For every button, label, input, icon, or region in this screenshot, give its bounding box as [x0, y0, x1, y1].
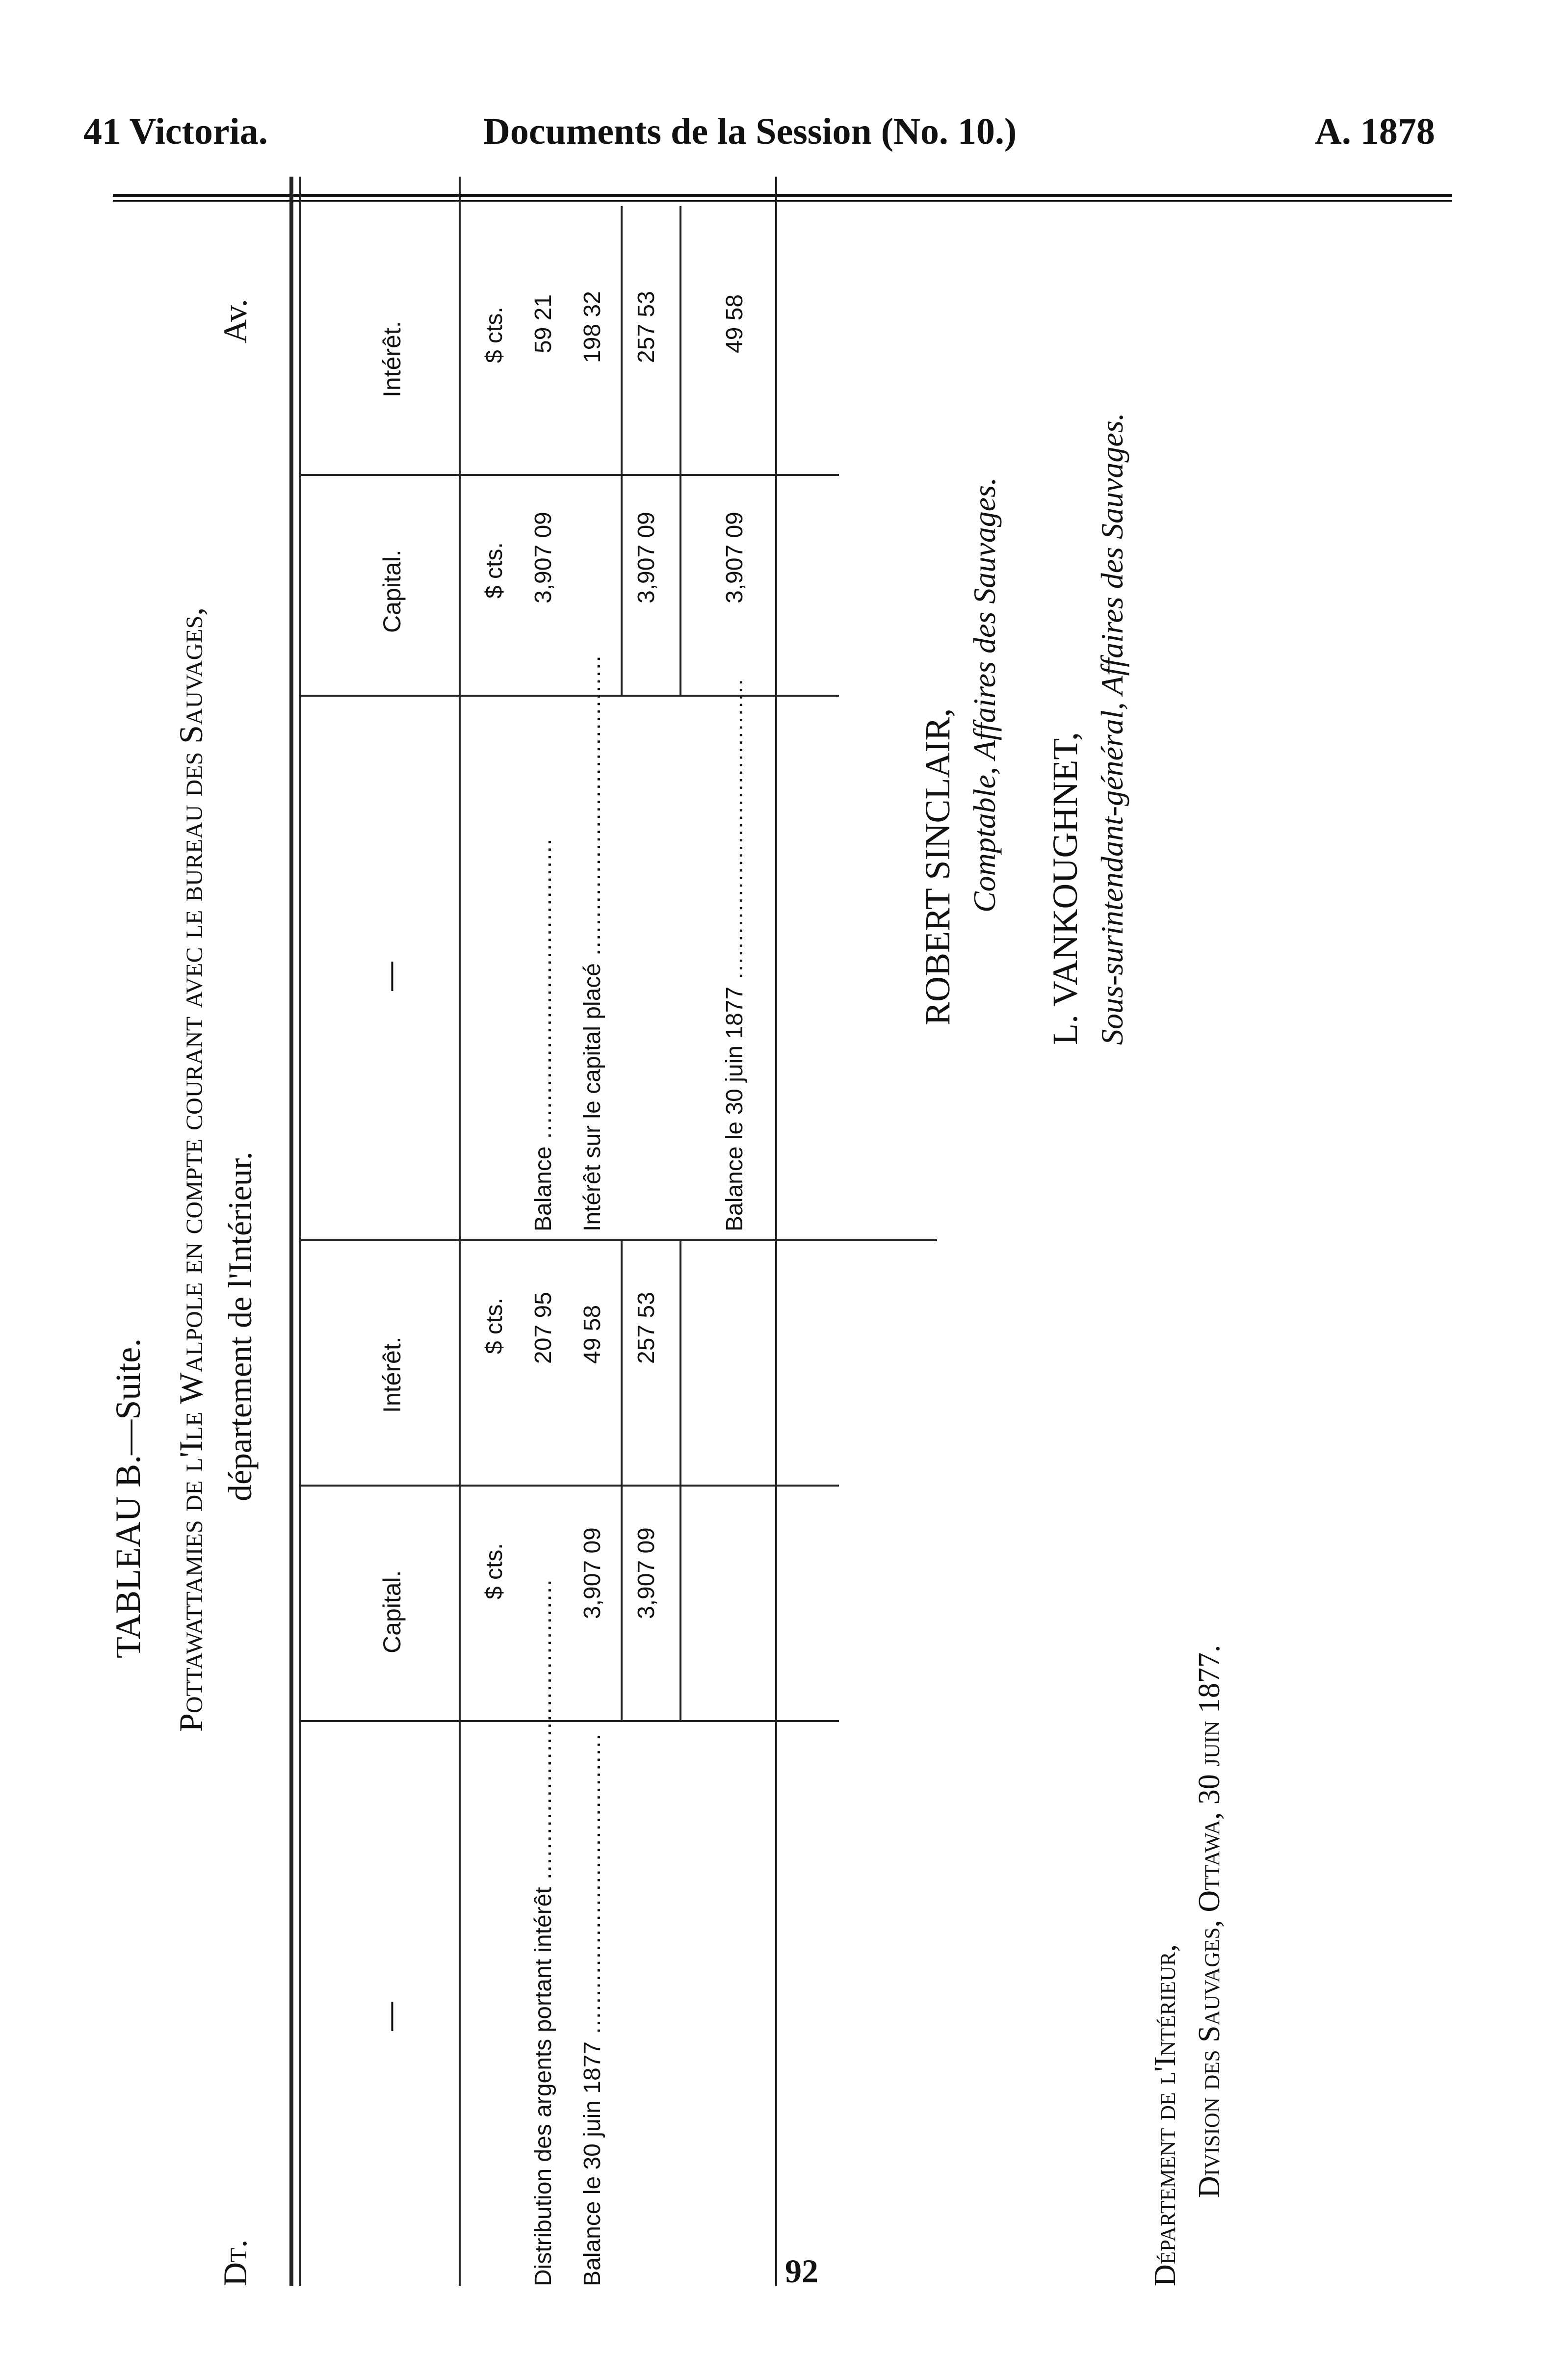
debit-units-capital: $ cts. [481, 1543, 507, 1599]
table-subtitle-line2: département de l'Intérieur. [221, 1151, 259, 1501]
credit-row-2-label: Intérêt sur le capital placé ..... [579, 654, 606, 1231]
credit-capital-divider [299, 474, 839, 476]
signature-title-2: Sous-surintendant-général, Affaires des Sauvages. [1095, 413, 1129, 1045]
credit-capital-header: Capital. [378, 549, 406, 633]
credit-dash: — [373, 962, 406, 991]
credit-interet-header: Intérêt. [378, 321, 406, 397]
credit-row-2-interet: 198 32 [579, 291, 605, 363]
table-top-rule [289, 177, 293, 2286]
credit-row-1-label: Balance ..... [530, 838, 557, 1231]
debit-dash: — [373, 2002, 406, 2031]
credit-label-divider [299, 695, 839, 697]
signature-title-1: Comptable, Affaires des Sauvages. [967, 477, 1002, 913]
debit-row-1-label: Distribution des argents portant intérêt ..... [530, 1578, 557, 2286]
header-document-title: Documents de la Session (No. 10.) [483, 111, 1017, 152]
table-subtitle-line1: Pottawattamies de l'Ile Walpole en compte courant avec le bureau des Sauvages, [172, 607, 209, 1732]
debit-total-bottom-rule [679, 1241, 681, 1722]
debit-capital-header: Capital. [378, 1570, 406, 1653]
footer-department-line1: Département de l'Intérieur, [1149, 1944, 1182, 2286]
credit-row-1-capital: 3,907 09 [530, 512, 556, 603]
credit-side-label: Av. [216, 299, 254, 343]
debit-row-1-interet: 207 95 [530, 1292, 556, 1364]
table-bottom-rule [775, 177, 777, 2286]
table-title: TABLEAU B.—Suite. [108, 1338, 148, 1658]
page-number: 92 [785, 2252, 818, 2290]
debit-interet-header: Intérêt. [378, 1336, 406, 1413]
table-top-rule-thin [299, 177, 301, 2286]
footer-department-line2: Division des Sauvages, Ottawa, 30 juin 1877. [1193, 1645, 1226, 2198]
credit-balance-interet: 49 58 [722, 294, 748, 353]
debit-total-capital: 3,907 09 [633, 1527, 659, 1619]
debit-label-divider [299, 1720, 839, 1722]
credit-total-interet: 257 53 [633, 291, 659, 363]
debit-row-2-interet: 49 58 [579, 1305, 605, 1364]
signature-name-2: L. VANKOUGHNET, [1045, 732, 1085, 1045]
debit-row-2-label: Balance le 30 juin 1877 ..... [579, 1733, 606, 2286]
signature-name-1: ROBERT SINCLAIR, [918, 708, 957, 1025]
credit-units-interet: $ cts. [481, 307, 507, 363]
debit-side-label: Dt. [216, 2239, 254, 2286]
debit-total-rule [621, 1241, 623, 1722]
rotated-table-region [108, 157, 1388, 2286]
credit-balance-label: Balance le 30 juin 1877 ..... [721, 678, 748, 1231]
credit-total-bottom-rule [679, 206, 681, 697]
credit-units-capital: $ cts. [481, 542, 507, 599]
debit-capital-divider [299, 1485, 839, 1487]
debit-total-interet: 257 53 [633, 1292, 659, 1364]
table-center-divider [299, 1239, 937, 1241]
column-header-rule [459, 177, 461, 2286]
credit-balance-capital: 3,907 09 [722, 512, 748, 603]
header-year: A. 1878 [1315, 111, 1435, 152]
credit-total-rule [621, 206, 623, 697]
credit-row-1-interet: 59 21 [530, 294, 556, 353]
credit-total-capital: 3,907 09 [633, 512, 659, 603]
debit-row-2-capital: 3,907 09 [579, 1527, 605, 1619]
debit-units-interet: $ cts. [481, 1298, 507, 1354]
header-volume: 41 Victoria. [83, 111, 268, 152]
